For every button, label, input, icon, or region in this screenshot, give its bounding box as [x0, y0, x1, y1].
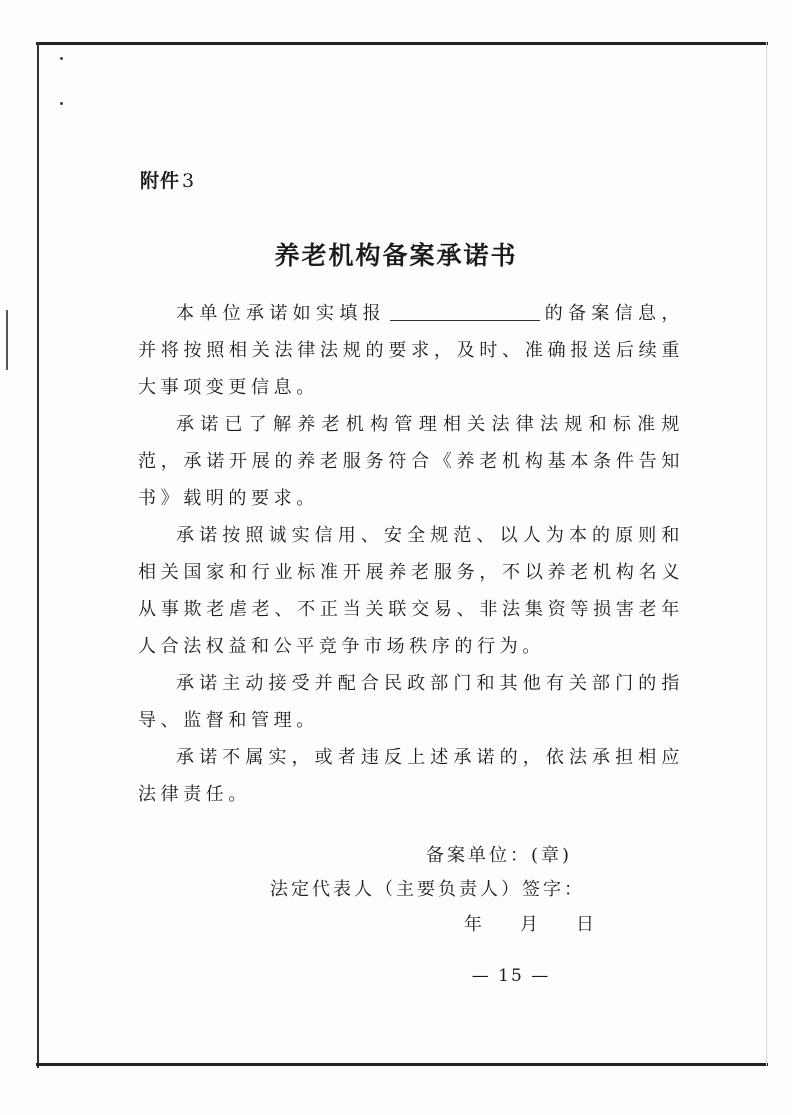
right-border-line — [766, 42, 767, 1066]
scan-edge-mark — [6, 310, 8, 370]
paragraph-3: 承诺按照诚实信用、安全规范、以人为本的原则和相关国家和行业标准开展养老服务，不以养老机构名义从事欺老虐老、不正当关联交易、非法集资等损害老年人合法权益和公平竞争市场秩序的行为。 — [138, 525, 684, 657]
paragraph-1-before-blank: 本单位承诺如实填报 — [176, 303, 386, 324]
filing-unit-seal-line: 备案单位：(章) — [426, 845, 573, 866]
paragraph-4: 承诺主动接受并配合民政部门和其他有关部门的指导、监督和管理。 — [138, 673, 684, 731]
left-border-line — [37, 42, 39, 1068]
paragraph-5: 承诺不属实，或者违反上述承诺的，依法承担相应法律责任。 — [138, 747, 684, 805]
paragraph-1-after-blank: 的备案信息，并将按照相关法律法规的要求，及时、准确报送后续重大事项变更信息。 — [138, 303, 684, 398]
scan-speck — [60, 57, 63, 60]
paragraph-2: 承诺已了解养老机构管理相关法律法规和标准规范，承诺开展的养老服务符合《养老机构基本条件告知书》载明的要求。 — [138, 414, 684, 509]
attachment-label — [140, 166, 195, 193]
date-line: 年 月 日 — [464, 914, 604, 935]
document-body — [138, 295, 684, 813]
fill-in-blank — [390, 302, 540, 321]
document-title: 养老机构备案承诺书 — [274, 241, 518, 270]
representative-signature-line: 法定代表人（主要负责人）签字： — [270, 879, 585, 900]
attachment-label-text: 附件 — [140, 170, 181, 192]
scan-speck — [60, 102, 63, 105]
paragraph-1 — [138, 295, 684, 406]
attachment-number: 3 — [182, 170, 196, 192]
top-border-line — [36, 42, 768, 45]
page-number: — 15 — — [471, 966, 551, 986]
bottom-border-line — [36, 1063, 768, 1066]
